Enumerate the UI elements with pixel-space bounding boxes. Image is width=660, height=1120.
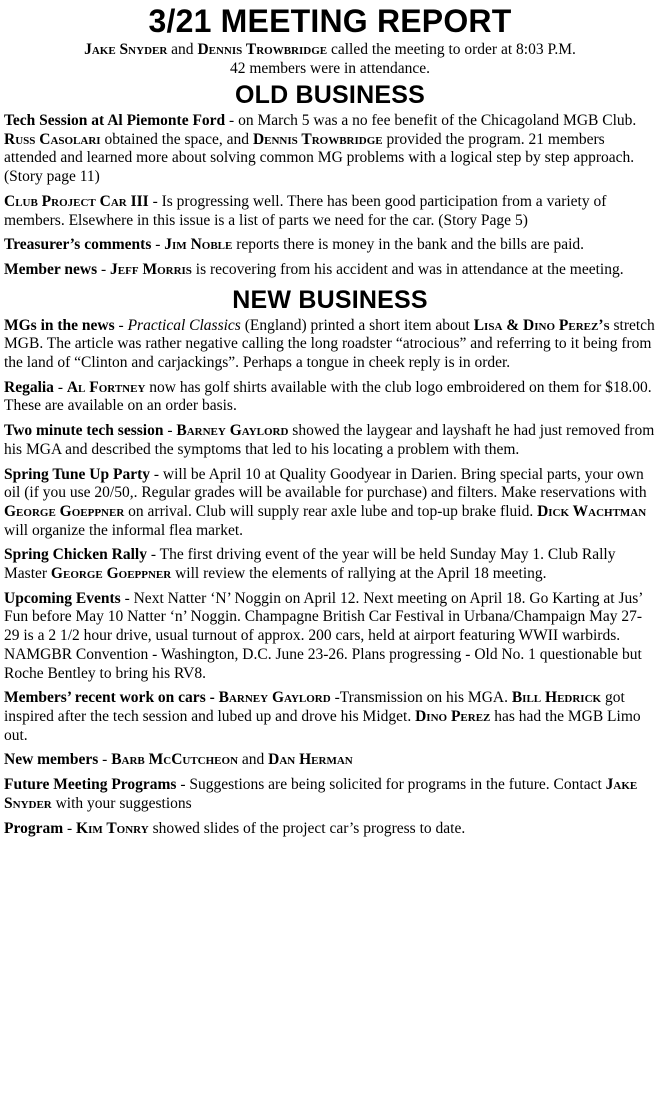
item-text: has had the MGB Limo out.: [4, 707, 641, 744]
person-name: Kim Tonry: [76, 819, 149, 837]
person-name: Bill Hedrick: [511, 689, 602, 707]
page-title: 3/21 MEETING REPORT: [148, 3, 512, 39]
item-text: -Transmission on his MGA.: [330, 689, 512, 707]
intro-line-2: 42 members were in attendance.: [229, 60, 431, 77]
item-text: - The first driving event of the year will be held Sunday May 1. Club Rally Master: [4, 546, 616, 583]
intro-line-1: [4, 40, 656, 59]
item-title: Upcoming Events: [4, 589, 121, 607]
person-name: Lisa & Dino Perez’s: [473, 316, 610, 334]
item-regalia: [4, 379, 656, 416]
item-text: (England) printed a short item about: [240, 316, 474, 334]
item-title: Spring Chicken Rally: [4, 546, 147, 564]
item-text: provided the program. 21 members attended and learned more about solving common MG problems with a logical step by step approach. (Story page 11): [4, 130, 635, 186]
intro-text: and: [167, 41, 198, 58]
item-title: Member news: [4, 260, 98, 278]
section-heading-new-business: NEW BUSINESS: [232, 285, 428, 314]
item-text: now has golf shirts available with the club logo embroidered on them for $18.00. These are available on an order basis.: [4, 378, 652, 415]
item-text: reports there is money in the bank and the bills are paid.: [232, 236, 585, 254]
item-club-project-car: [4, 193, 656, 230]
item-program: [4, 820, 656, 839]
item-spring-chicken-rally: [4, 546, 656, 583]
person-name: Jeff Morris: [110, 260, 192, 278]
item-title: Members’ recent work on cars -: [4, 689, 219, 707]
item-text: - on March 5 was a no fee benefit of the Chicagoland MGB Club.: [225, 112, 637, 129]
item-text: -: [98, 751, 112, 769]
item-text: -: [97, 260, 111, 278]
item-text: is recovering from his accident and was in attendance at the meeting.: [191, 260, 624, 278]
item-text: -: [151, 236, 165, 254]
item-text: got inspired after the tech session and lubed up and drove his Midget.: [4, 689, 625, 725]
item-treasurer: [4, 236, 656, 255]
item-text: -: [114, 316, 128, 334]
person-name: Jake Snyder: [4, 776, 638, 812]
item-text: - will be April 10 at Quality Goodyear in Darien. Bring special parts, your own oil (if you use 20/50,. Regular grades will be available for purchase) and filters. Make reservations with: [4, 465, 647, 502]
person-name: Barney Gaylord: [176, 422, 289, 440]
person-name: Dennis Trowbridge: [197, 41, 328, 58]
person-name: George Goeppner: [50, 565, 172, 583]
item-text: and: [238, 751, 269, 769]
item-text: on arrival. Club will supply rear axle lube and top-up brake fluid.: [124, 502, 538, 520]
item-text: will organize the informal flea market.: [4, 521, 244, 539]
publication-title: Practical Classics: [127, 316, 241, 334]
item-text: - Next Natter ‘N’ Noggin on April 12. Next meeting on April 18. Go Karting at Jus’ Fun before May 10 Natter ‘n’ Noggin. Champagne British Car Festival in Urbana/Champaign May 27-29 is a 2 1/2 hour drive, usual turnout of approx. 200 cars, held at airport featuring WWII warbirds. NAMGBR Convention - Washington, D.C. June 23-26. Plans progressing - Old No. 1 questionable but Roche Bentley to bring his RV8.: [4, 589, 643, 682]
item-text: stretch MGB. The article was rather negative calling the long roadster “atrocious” and referring to it being from the land of “Clinton and carjackings”. Perhaps a tongue in cheek reply is in order.: [4, 316, 655, 372]
item-title: MGs in the news: [4, 316, 115, 334]
person-name: Jake Snyder: [84, 41, 168, 58]
item-title: Spring Tune Up Party: [4, 465, 151, 483]
person-name: Dennis Trowbridge: [252, 130, 383, 148]
item-text: -: [163, 422, 177, 440]
item-title: Program: [4, 819, 64, 837]
item-new-members: [4, 751, 656, 770]
item-future-programs: [4, 776, 656, 813]
person-name: Russ Casolari: [4, 130, 101, 148]
person-name: Dino Perez: [415, 707, 491, 725]
item-tech-session: [4, 112, 656, 187]
item-spring-tune-up: [4, 466, 656, 541]
intro-paragraph: [4, 40, 656, 78]
item-title: Tech Session at Al Piemonte Ford: [4, 112, 226, 129]
meeting-report-document: [4, 0, 656, 844]
item-text: obtained the space, and: [100, 130, 253, 148]
item-text: -: [63, 819, 77, 837]
person-name: George Goeppner: [4, 502, 125, 520]
person-name: Dan Herman: [268, 751, 353, 769]
item-title: Treasurer’s comments: [4, 236, 152, 254]
item-text: showed slides of the project car’s progress to date.: [148, 819, 466, 837]
item-title: New members: [4, 751, 99, 769]
person-name: Barney Gaylord: [218, 689, 331, 707]
person-name: Al Fortney: [66, 378, 146, 396]
item-title: Two minute tech session: [4, 422, 164, 440]
item-recent-work: [4, 689, 656, 745]
item-title: Regalia: [4, 378, 54, 396]
item-text: - Suggestions are being solicited for programs in the future. Contact: [176, 776, 606, 794]
item-text: will review the elements of rallying at the April 18 meeting.: [171, 565, 547, 583]
item-two-minute-tech: [4, 422, 656, 459]
item-title: Future Meeting Programs: [4, 776, 177, 794]
intro-text: called the meeting to order at 8:03 P.M.: [327, 41, 576, 58]
item-upcoming-events: [4, 590, 656, 684]
section-heading-old-business: OLD BUSINESS: [235, 81, 425, 109]
person-name: Barb McCutcheon: [111, 751, 239, 769]
item-title: Club Project Car III: [4, 192, 149, 210]
item-mgs-in-the-news: [4, 317, 656, 373]
item-text: showed the laygear and layshaft he had just removed from his MGA and described the symptoms that led to his locating a problem with them.: [4, 422, 655, 458]
item-text: with your suggestions: [51, 794, 192, 812]
person-name: Dick Wachtman: [537, 502, 647, 520]
item-text: -: [53, 378, 67, 396]
item-text: - Is progressing well. There has been good participation from a variety of members. Elsewhere in this issue is a list of parts we need for the car. (Story Page 5): [4, 192, 607, 229]
person-name: Jim Noble: [164, 236, 233, 254]
item-member-news: [4, 261, 656, 280]
